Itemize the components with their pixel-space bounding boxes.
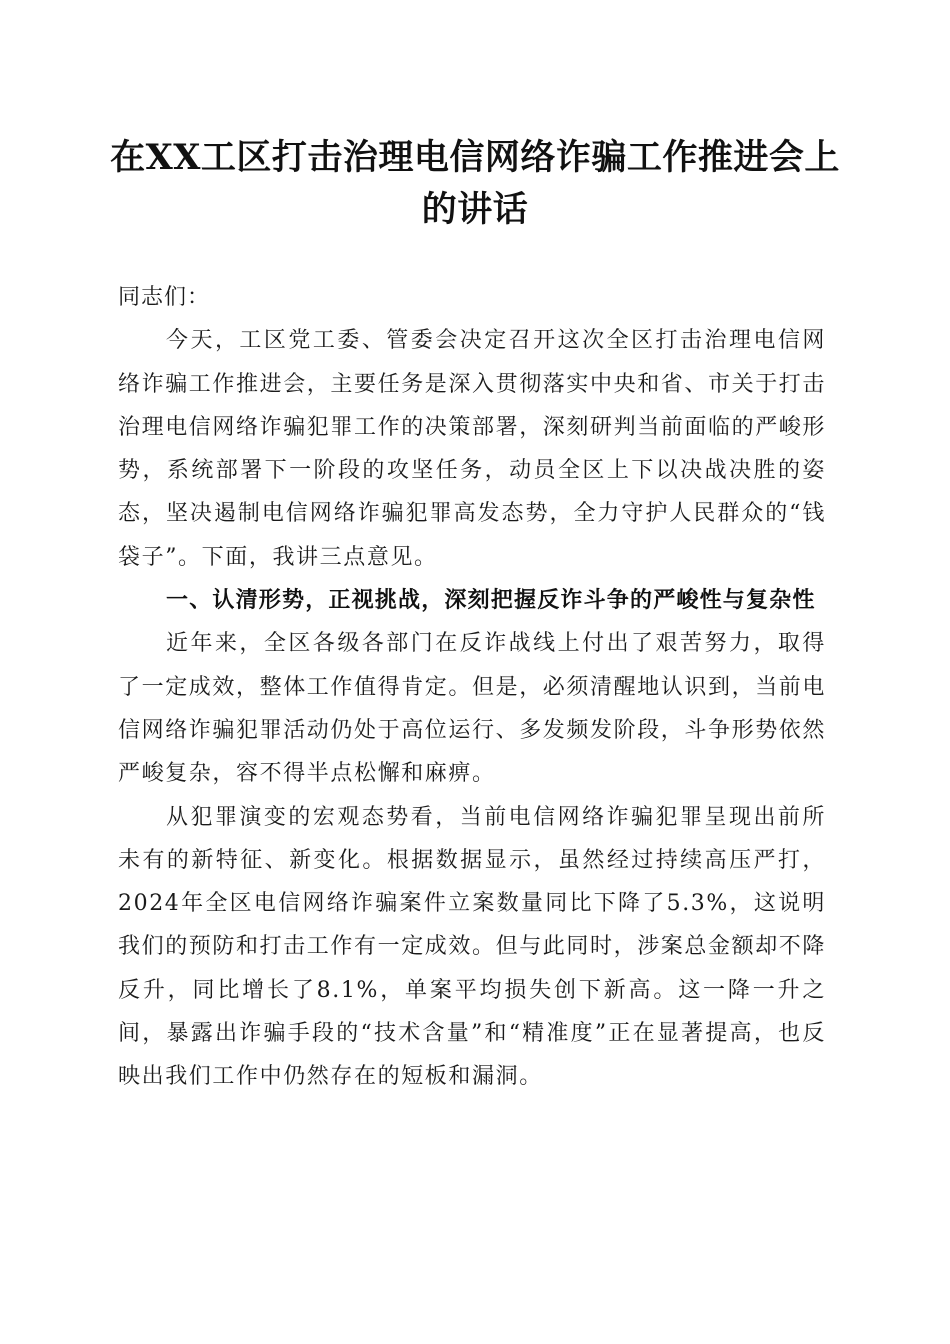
document-body: [118, 276, 826, 1099]
section-heading-1: 一、认清形势，正视挑战，深刻把握反诈斗争的严峻性与复杂性: [166, 588, 816, 614]
intro-paragraph: 今天，工区党工委、管委会决定召开这次全区打击治理电信网络诈骗工作推进会，主要任务是深入贯彻落实中央和省、市关于打击治理电信网络诈骗犯罪工作的决策部署，深刻研判当前面临的严峻形势，系统部署下一阶段的攻坚任务，动员全区上下以决战决胜的姿态，坚决遏制电信网络诈骗犯罪高发态势，全力守护人民群众的“钱袋子”。下面，我讲三点意见。: [118, 328, 827, 570]
body-paragraph: 近年来，全区各级各部门在反诈战线上付出了艰苦努力，取得了一定成效，整体工作值得肯定。但是，必须清醒地认识到，当前电信网络诈骗犯罪活动仍处于高位运行、多发频发阶段，斗争形势依然严峻复杂，容不得半点松懈和麻痹。: [118, 631, 827, 787]
body-paragraph: 从犯罪演变的宏观态势看，当前电信网络诈骗犯罪呈现出前所未有的新特征、新变化。根据数据显示，虽然经过持续高压严打，2024年全区电信网络诈骗案件立案数量同比下降了5.3%，这说明我们的预防和打击工作有一定成效。但与此同时，涉案总金额却不降反升，同比增长了8.1%，单案平均损失创下新高。这一降一升之间，暴露出诈骗手段的“技术含量”和“精准度”正在显著提高，也反映出我们工作中仍然存在的短板和漏洞。: [118, 804, 827, 1090]
document-title: 在XX工区打击治理电信网络诈骗工作推进会上的讲话: [110, 137, 840, 230]
salutation: 同志们：: [118, 285, 211, 310]
